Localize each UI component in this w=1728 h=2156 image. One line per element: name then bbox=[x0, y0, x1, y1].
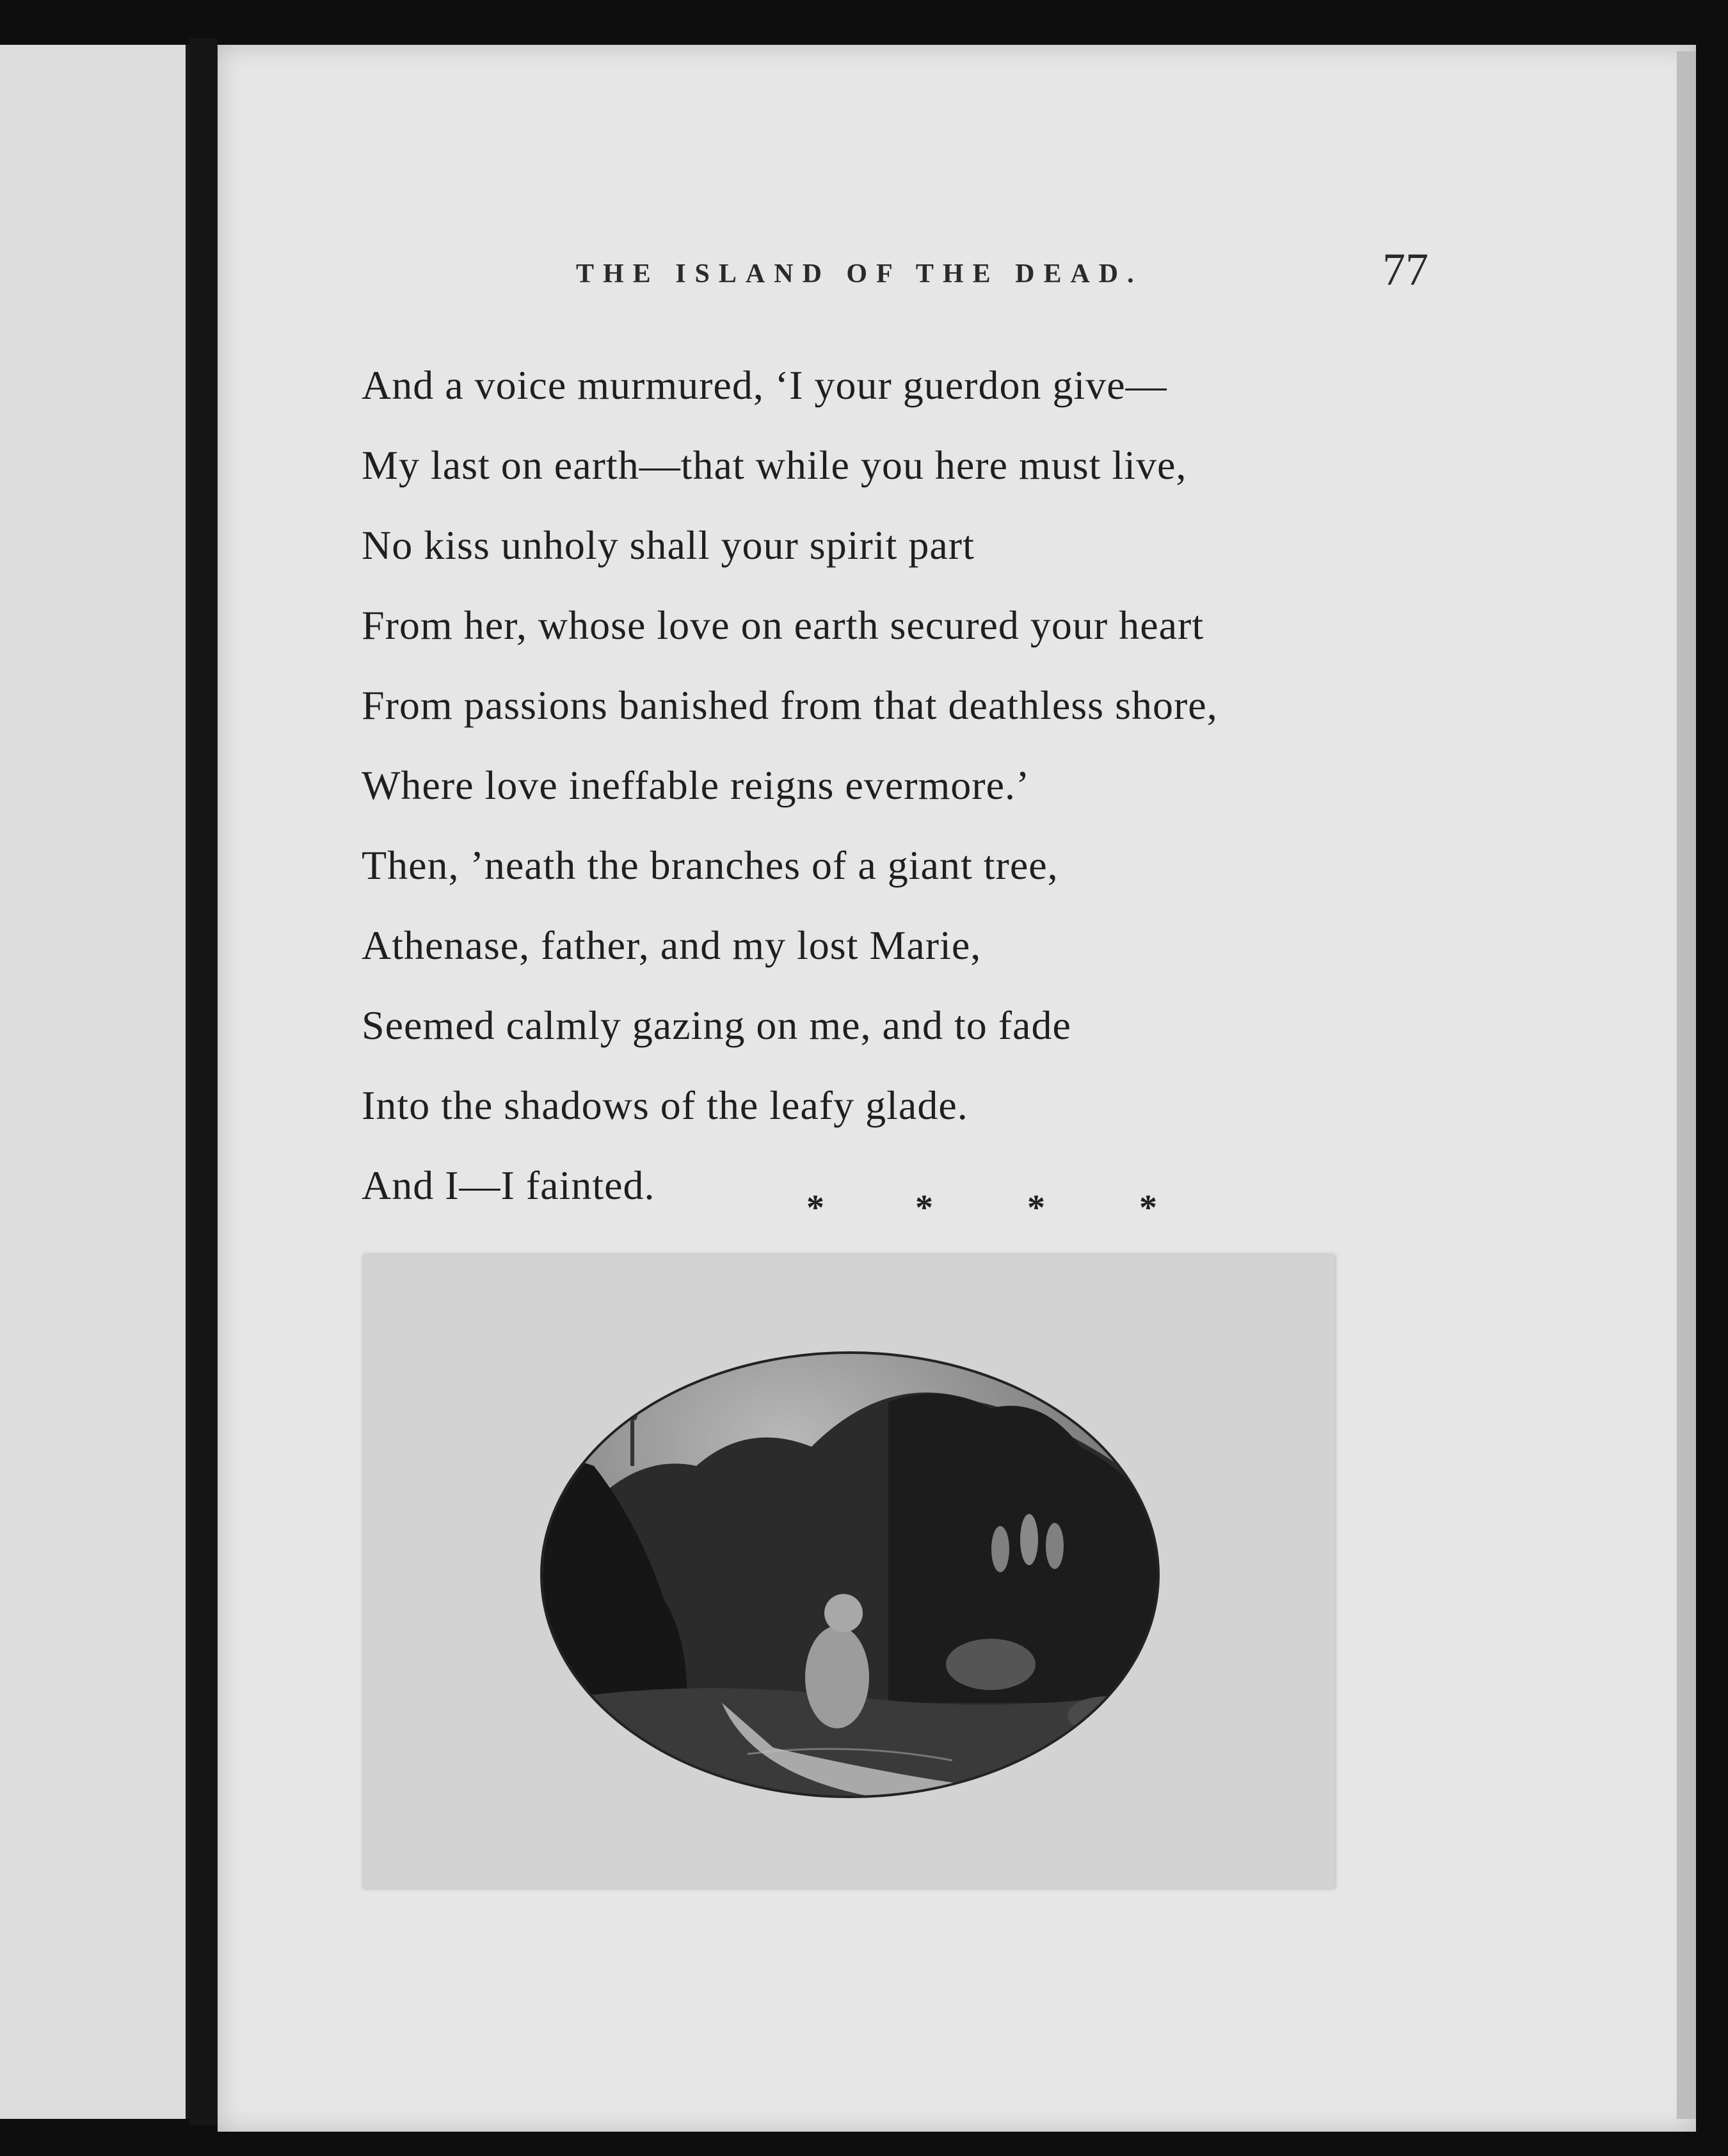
poem-line: Athenase, father, and my lost Marie, bbox=[362, 922, 982, 968]
poem-text bbox=[362, 362, 1450, 1242]
running-head bbox=[358, 243, 1446, 294]
poem-line: And a voice murmured, ‘I your guerdon give— bbox=[362, 362, 1167, 408]
asterisk: * bbox=[1027, 1188, 1045, 1228]
poem-line: And I—I fainted. bbox=[362, 1162, 655, 1208]
page-number: 77 bbox=[1382, 244, 1428, 295]
poem-line: Then, ’neath the branches of a giant tree, bbox=[362, 842, 1059, 888]
running-head-title: THE ISLAND OF THE DEAD. bbox=[576, 259, 1143, 289]
section-break-asterisks bbox=[806, 1187, 1165, 1226]
poem-line: No kiss unholy shall your spirit part bbox=[362, 522, 975, 568]
asterisk: * bbox=[806, 1188, 824, 1228]
poem-line: Into the shadows of the leafy glade. bbox=[362, 1082, 968, 1128]
illustration-plate bbox=[364, 1255, 1335, 1888]
book-gutter bbox=[189, 38, 218, 2125]
poem-line: From her, whose love on earth secured your heart bbox=[362, 602, 1204, 648]
poem-line: From passions banished from that deathless shore, bbox=[362, 682, 1218, 728]
asterisk: * bbox=[915, 1188, 933, 1228]
poem-line: My last on earth—that while you here must live, bbox=[362, 442, 1187, 488]
asterisk: * bbox=[1139, 1188, 1157, 1228]
oval-vignette-illustration bbox=[364, 1255, 1335, 1888]
facing-page bbox=[0, 45, 189, 2119]
page-edge bbox=[1677, 51, 1696, 2119]
poem-line: Seemed calmly gazing on me, and to fade bbox=[362, 1002, 1071, 1048]
poem-line: Where love ineffable reigns evermore.’ bbox=[362, 762, 1030, 808]
